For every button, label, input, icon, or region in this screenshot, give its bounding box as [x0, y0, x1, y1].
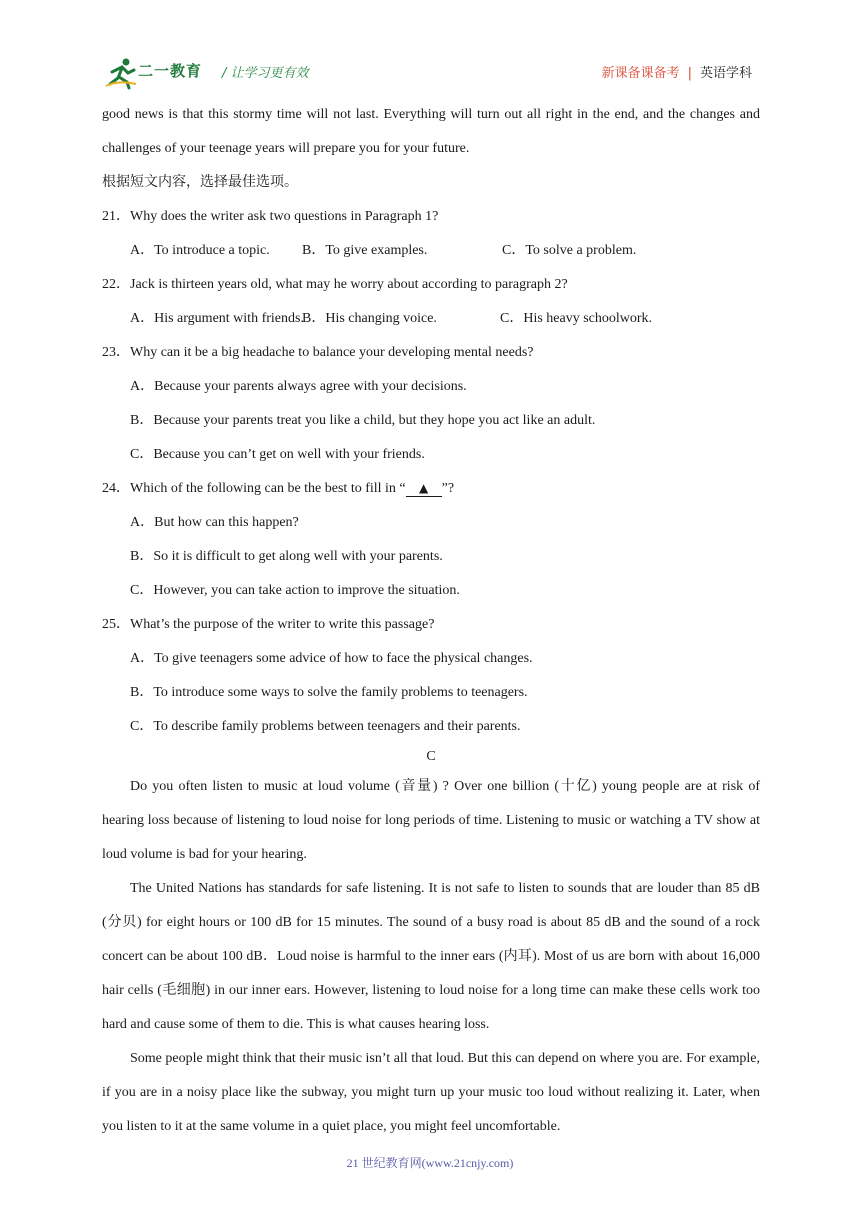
option-a: A．Because your parents always agree with your decisions.: [130, 379, 467, 394]
header-subject: 英语学科: [699, 66, 752, 81]
option-c: C．To describe family problems between teenagers and their parents.: [130, 719, 521, 734]
paragraph: good news is that this stormy time will not last. Everything will turn out all right in the end, and the changes and challenges of your teenage years will prepare you for your future.: [102, 107, 760, 156]
option-b: B．To introduce some ways to solve the family problems to teenagers.: [130, 685, 528, 700]
option-a: A．To introduce a topic.: [130, 243, 270, 258]
logo: [104, 56, 224, 90]
option-c: C．To solve a problem.: [502, 243, 637, 258]
runner-logo-icon: [104, 56, 138, 90]
question-21: 21．Why does the writer ask two questions in Paragraph 1?: [102, 209, 439, 224]
option-a: A．His argument with friends.: [130, 311, 304, 326]
slogan: / 让学习更有效: [222, 66, 309, 81]
page-footer: 21 世纪教育网(www.21cnjy.com): [346, 1156, 514, 1170]
logo-text: 二一教育: [138, 62, 203, 80]
question-23: 23．Why can it be a big headache to balance your developing mental needs?: [102, 345, 534, 360]
paragraph: Some people might think that their music isn’t all that loud. But this can depend on where you are. For example, if you are in a noisy place like the subway, you might turn up your music too loud without realizing it. Later, when you listen to it at the same volume in a quiet place, you might feel uncomfortable.: [102, 1051, 760, 1134]
option-c: C．However, you can take action to improve the situation.: [130, 583, 460, 598]
header-separator: |: [687, 66, 692, 81]
option-a: A．But how can this happen?: [130, 515, 299, 530]
page-header: [0, 0, 860, 96]
header-right: [602, 62, 752, 81]
option-b: B．Because your parents treat you like a child, but they hope you act like an adult.: [130, 413, 596, 428]
option-a: A．To give teenagers some advice of how to face the physical changes.: [130, 651, 533, 666]
option-c: C．Because you can’t get on well with your friends.: [130, 447, 425, 462]
header-course-label: 新课备课备考: [601, 66, 680, 81]
option-b: B．His changing voice.: [302, 311, 437, 326]
question-22: 22．Jack is thirteen years old, what may he worry about according to paragraph 2?: [102, 277, 568, 292]
paragraph: Do you often listen to music at loud volume (音量) ? Over one billion (十亿) young people are at risk of hearing loss because of listening to loud noise for long periods of time. Listening to music or watching a TV show at loud volume is bad for your hearing.: [102, 779, 760, 862]
section-heading: C: [426, 749, 436, 764]
option-c: C．His heavy schoolwork.: [500, 311, 653, 326]
document-body: [102, 98, 760, 1144]
option-b: B．So it is difficult to get along well with your parents.: [130, 549, 443, 564]
option-b: B．To give examples.: [302, 243, 428, 258]
question-21-options: [102, 234, 760, 268]
instruction: 根据短文内容，选择最佳选项。: [102, 175, 298, 190]
question-24: [102, 472, 760, 506]
paragraph: The United Nations has standards for safe listening. It is not safe to listen to sounds that are louder than 85 dB (分贝) for eight hours or 100 dB for 15 minutes. The sound of a busy road is about 85 dB and the sound of a rock concert can be about 100 dB．Loud noise is harmful to the inner ears (内耳). Most of us are born with about 16,000 hair cells (毛细胞) in our inner ears. However, listening to loud noise for a long time can make these cells work too hard and cause some of them to die. This is what causes hearing loss.: [102, 881, 760, 1032]
question-25: 25．What’s the purpose of the writer to write this passage?: [102, 617, 435, 632]
fill-blank: ▲: [406, 480, 442, 497]
question-24-text: 24．Which of the following can be the best to fill in “: [102, 481, 406, 496]
question-24-end: ”?: [441, 481, 455, 496]
question-22-options: [102, 302, 760, 336]
